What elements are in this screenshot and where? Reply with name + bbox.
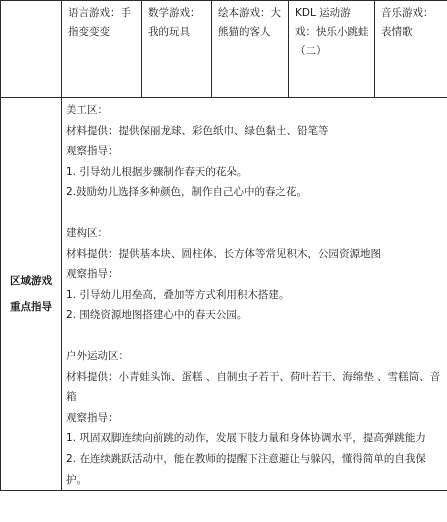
- point-build-2: 2. 围绕资源地图搭建心中的春天公园。: [66, 309, 248, 322]
- game-cell: [212, 1, 289, 98]
- games-row: [1, 1, 447, 98]
- materials-art: 材料提供：提供保丽龙球、彩色纸巾、绿色黏土、铅笔等: [66, 124, 329, 137]
- game-cell: [62, 1, 142, 98]
- game-cell: [289, 1, 375, 98]
- game-cell: [375, 1, 447, 98]
- point-outdoor-1: 1. 巩固双脚连续向前跳的动作，发展下肢力量和身体协调水平，提高弹跳能力: [66, 432, 426, 445]
- game-kdl-sport: KDL 运动游戏：快乐小跳蛙（二）: [295, 7, 369, 57]
- materials-build: 材料提供：提供基本块、圆柱体、长方体等常见积木，公园资源地图: [66, 247, 381, 260]
- game-language: 语言游戏：手指变变变: [68, 7, 131, 38]
- observe-build: 观察指导：: [66, 268, 119, 281]
- point-build-1: 1. 引导幼儿用垒高，叠加等方式利用积木搭建。: [66, 288, 290, 301]
- region-row: [1, 98, 447, 491]
- game-music: 音乐游戏：表情歌: [381, 7, 434, 38]
- section-title-build: 建构区：: [66, 226, 108, 239]
- point-outdoor-2: 2. 在连续跳跃活动中，能在教师的提醒下注意避让与躲闪，懂得简单的自我保护。: [66, 452, 426, 486]
- point-art-1: 1. 引导幼儿根据步骤制作春天的花朵。: [66, 165, 248, 178]
- section-title-art: 美工区：: [66, 104, 108, 116]
- game-cell: [142, 1, 212, 98]
- materials-outdoor: 材料提供：小青蛙头饰、蛋糕 、自制虫子若干、荷叶若干、海绵垫 、雪糕筒、音箱: [66, 370, 441, 404]
- blank-cell: [1, 1, 62, 98]
- region-label-cell: [1, 98, 62, 491]
- observe-outdoor: 观察指导：: [66, 411, 119, 424]
- region-content: [62, 98, 447, 490]
- game-math: 数学游戏：我的玩具: [148, 7, 201, 38]
- game-picture-book: 绘本游戏：大熊猫的客人: [218, 7, 281, 38]
- region-label: 区域游戏重点指导: [10, 275, 52, 314]
- section-title-outdoor: 户外运动区：: [66, 349, 129, 362]
- observe-art: 观察指导：: [66, 145, 119, 158]
- region-content-cell: [62, 98, 447, 491]
- point-art-2: 2.鼓励幼儿选择多种颜色，制作自己心中的春之花。: [66, 186, 308, 199]
